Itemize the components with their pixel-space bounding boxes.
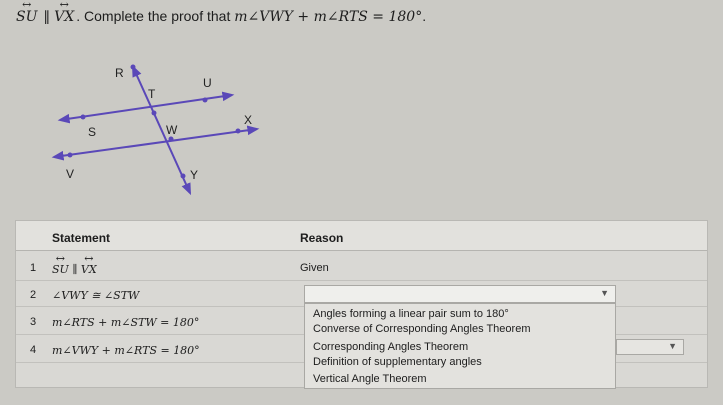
point-t	[152, 111, 157, 116]
parallel-symbol: ∥	[43, 8, 51, 24]
label-x: X	[244, 113, 253, 127]
point-r	[131, 65, 136, 70]
point-s	[81, 115, 86, 120]
point-v	[68, 153, 73, 158]
reason-option[interactable]: Corresponding Angles Theorem	[313, 341, 469, 353]
statement-header: Statement	[52, 231, 111, 245]
label-r: R	[115, 66, 124, 80]
row-number: 1	[30, 262, 37, 274]
line-vx: ↔ VX	[54, 9, 74, 25]
label-t: T	[148, 87, 156, 101]
prompt-expression: m∠VWY + m∠RTS = 180°	[234, 9, 423, 25]
chevron-down-icon: ▼	[668, 341, 677, 351]
point-w	[169, 137, 174, 142]
proof-table	[15, 220, 708, 388]
parallel-symbol: ∥	[72, 263, 78, 276]
statement-3: m∠RTS + m∠STW = 180°	[52, 316, 200, 329]
reason-1: Given	[300, 262, 329, 274]
reason-option[interactable]: Converse of Corresponding Angles Theorem	[313, 323, 531, 335]
table-header	[16, 221, 707, 251]
question-prompt	[16, 8, 426, 25]
statement-4: m∠VWY + m∠RTS = 180°	[52, 344, 200, 357]
row-number: 3	[30, 316, 37, 328]
line-su: ↔ SU	[52, 263, 69, 276]
point-x	[236, 129, 241, 134]
statement-1	[52, 263, 97, 276]
row-number: 4	[30, 344, 37, 356]
reason-4-select[interactable]	[616, 339, 684, 355]
label-v: V	[66, 167, 75, 181]
label-s: S	[88, 125, 97, 139]
point-u	[203, 98, 208, 103]
line-vx-drawing	[54, 129, 257, 157]
point-y	[181, 174, 186, 179]
statement-2: ∠VWY ≅ ∠STW	[52, 289, 140, 302]
reason-dropdown-select[interactable]	[304, 285, 616, 303]
reason-option[interactable]: Definition of supplementary angles	[313, 356, 482, 368]
line-vx: ↔ VX	[81, 263, 97, 276]
label-w: W	[166, 123, 178, 137]
chevron-down-icon: ▼	[600, 288, 609, 298]
geometry-figure	[0, 50, 290, 210]
prompt-text: . Complete the proof that	[76, 8, 235, 24]
reason-header: Reason	[300, 231, 344, 245]
label-y: Y	[190, 168, 199, 182]
reason-option[interactable]: Vertical Angle Theorem	[313, 373, 427, 385]
prompt-end: .	[422, 8, 427, 24]
row-number: 2	[30, 289, 37, 301]
reason-option[interactable]: Angles forming a linear pair sum to 180°	[313, 308, 509, 320]
table-row-1	[16, 251, 707, 281]
reason-options-list	[304, 303, 616, 389]
label-u: U	[203, 76, 212, 90]
line-su: ↔ SU	[16, 9, 37, 25]
